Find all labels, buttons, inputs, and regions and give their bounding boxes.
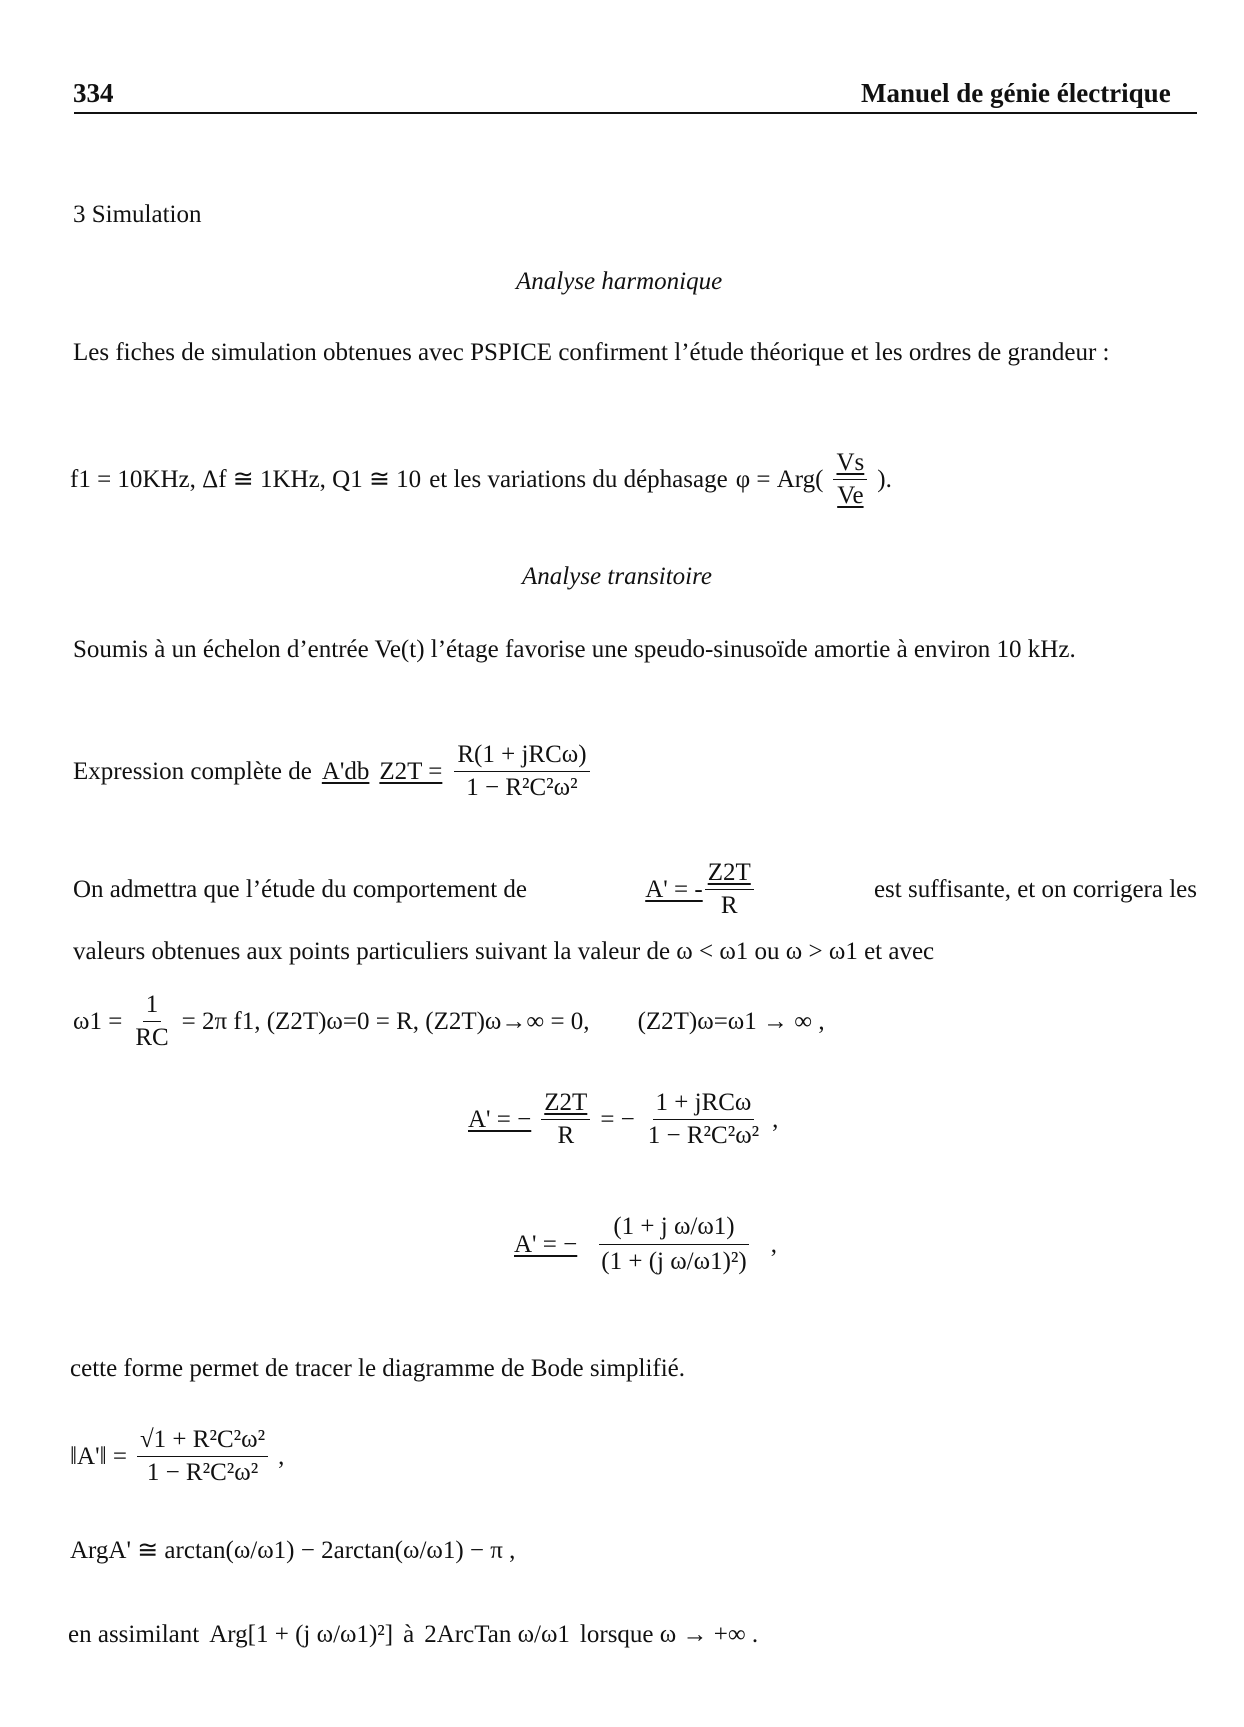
paragraph-bode: cette forme permet de tracer le diagramme de Bode simplifié. bbox=[70, 1355, 686, 1382]
z2t-lhs: Z2T = bbox=[379, 757, 443, 785]
eqB-fraction bbox=[587, 1212, 760, 1277]
admit-text-a: On admettra que l’étude du comportement de bbox=[73, 875, 528, 903]
mod-fraction bbox=[137, 1425, 268, 1488]
assimilating-text-b: à bbox=[403, 1621, 415, 1648]
eqA-fraction-2 bbox=[645, 1088, 762, 1151]
eqA-numerator-2: 1 + jRCω bbox=[653, 1088, 755, 1120]
mod-lhs: ‖A'‖ = bbox=[70, 1442, 127, 1470]
omega-fraction bbox=[132, 990, 171, 1053]
admit-text-b: est suffisante, et on corrigera les bbox=[873, 875, 1197, 903]
mod-end: , bbox=[278, 1442, 285, 1470]
z2t-numerator: R(1 + jRCω) bbox=[454, 740, 589, 772]
equation-aprime-2 bbox=[514, 1212, 777, 1277]
phase-fraction bbox=[833, 448, 867, 511]
aprime-denominator: R bbox=[720, 892, 738, 919]
assimilating-expr-1: Arg[1 + (j ω/ω1)²] bbox=[209, 1621, 394, 1648]
mod-numerator: √1 + R²C²ω² bbox=[137, 1425, 268, 1457]
equation-omega bbox=[73, 990, 825, 1053]
phase-numerator: Vs bbox=[833, 448, 867, 480]
z2t-denominator: 1 − R²C²ω² bbox=[466, 774, 578, 801]
phase-denominator: Ve bbox=[837, 482, 864, 509]
assimilating-text-a: en assimilant bbox=[68, 1621, 200, 1648]
expression-label: Expression complète de bbox=[73, 757, 312, 785]
aprime-lhs: A' = - bbox=[645, 875, 703, 903]
eqB-end: , bbox=[770, 1230, 777, 1258]
mod-denominator: 1 − R²C²ω² bbox=[146, 1459, 259, 1486]
phase-close: ). bbox=[877, 465, 892, 493]
phase-arg: φ = Arg( bbox=[735, 465, 824, 493]
aprime-numerator: Z2T bbox=[705, 858, 754, 890]
assimilating-expr-2: 2ArcTan ω/ω1 bbox=[424, 1621, 570, 1648]
omega-lhs: ω1 = bbox=[73, 1007, 123, 1035]
eqA-numerator-1: Z2T bbox=[541, 1088, 590, 1120]
eqA-denominator-2: 1 − R²C²ω² bbox=[647, 1122, 760, 1149]
omega-last: (Z2T)ω=ω1 → ∞ , bbox=[637, 1007, 825, 1035]
omega-numerator: 1 bbox=[143, 990, 162, 1022]
eqA-mid: = − bbox=[600, 1105, 635, 1133]
paragraph-values: valeurs obtenues aux points particuliers suivant la valeur de ω < ω1 ou ω > ω1 et avec bbox=[73, 938, 935, 965]
page-number: 334 bbox=[73, 78, 114, 108]
aprime-expression bbox=[645, 858, 756, 921]
paragraph-admit bbox=[73, 858, 1197, 921]
aprime-fraction bbox=[705, 858, 754, 921]
eqA-end: , bbox=[772, 1105, 779, 1133]
paragraph-step: Soumis à un échelon d’entrée Ve(t) l’étage favorise une speudo-sinusoïde amortie à environ 10 kHz. bbox=[73, 636, 1076, 663]
parameters-text: f1 = 10KHz, Δf ≅ 1KHz, Q1 ≅ 10 bbox=[70, 465, 422, 493]
eqB-denominator: (1 + (j ω/ω1)²) bbox=[601, 1248, 747, 1275]
adb-symbol: A'db bbox=[321, 757, 370, 785]
equation-argument: ArgA' ≅ arctan(ω/ω1) − 2arctan(ω/ω1) − π , bbox=[70, 1537, 516, 1564]
eqA-fraction-1 bbox=[541, 1088, 590, 1151]
omega-denominator: RC bbox=[135, 1024, 169, 1051]
book-title: Manuel de génie électrique bbox=[861, 78, 1171, 108]
assimilating-text-c: lorsque ω → +∞ . bbox=[579, 1621, 759, 1648]
eqB-lhs: A' = − bbox=[514, 1230, 578, 1258]
section-title: 3 Simulation bbox=[73, 201, 202, 228]
equation-z2t bbox=[73, 740, 592, 803]
equation-aprime-1 bbox=[468, 1088, 778, 1151]
phase-text: et les variations du déphasage bbox=[429, 465, 728, 493]
eqA-lhs: A' = − bbox=[468, 1105, 532, 1133]
subsection-harmonic: Analyse harmonique bbox=[516, 268, 723, 295]
paragraph-assimilating bbox=[68, 1618, 758, 1652]
paragraph-pspice: Les fiches de simulation obtenues avec PSPICE confirment l’étude théorique et les ordres de grandeur : bbox=[73, 339, 1110, 366]
equation-modulus bbox=[70, 1425, 284, 1488]
equation-parameters bbox=[70, 448, 892, 511]
eqB-numerator: (1 + j ω/ω1) bbox=[599, 1212, 748, 1245]
z2t-fraction bbox=[454, 740, 589, 803]
subsection-transient: Analyse transitoire bbox=[522, 563, 713, 590]
eqA-denominator-1: R bbox=[557, 1122, 575, 1149]
omega-rest: = 2π f1, (Z2T)ω=0 = R, (Z2T)ω→∞ = 0, bbox=[181, 1007, 590, 1035]
header-rule bbox=[74, 112, 1197, 114]
